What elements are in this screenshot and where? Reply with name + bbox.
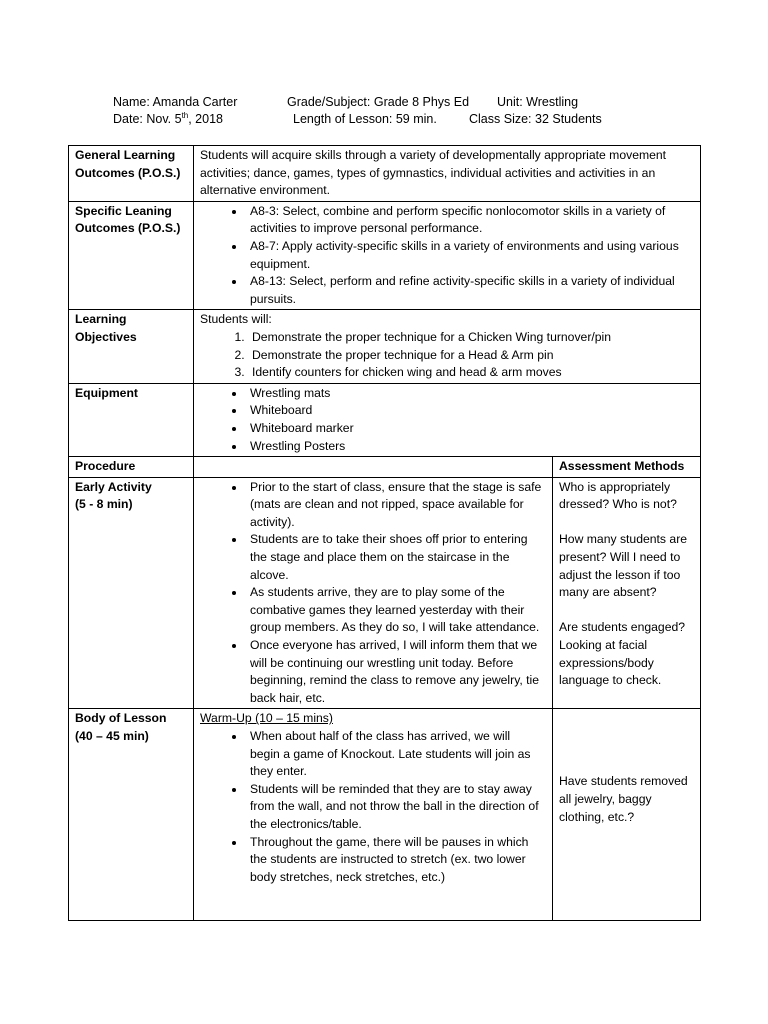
unit: Unit: Wrestling [497, 95, 579, 109]
list-item: • A8-7: Apply activity-specific skills in a variety of environments and using various equipment. [246, 238, 695, 273]
specific-outcomes-label: Specific Leaning Outcomes (P.O.S.) [69, 201, 194, 310]
early-activity-cell [194, 477, 553, 709]
early-activity-title: Early Activity [75, 479, 152, 494]
teacher-name: Name: Amanda Carter [113, 95, 238, 109]
assessment-question: How many students are present? Will I need to adjust the lesson if too many are absent? [559, 532, 688, 600]
specific-outcomes-list [200, 203, 695, 309]
list-item: 3. Identify counters for chicken wing and head & arm moves [248, 364, 695, 382]
body-of-lesson-assessment [553, 709, 701, 921]
general-outcomes-label: General Learning Outcomes (P.O.S.) [69, 146, 194, 202]
list-item: 2. Demonstrate the proper technique for a Head & Arm pin [248, 347, 695, 365]
body-of-lesson-cell [194, 709, 553, 921]
objectives-cell [194, 310, 701, 383]
class-size: Class Size: 32 Students [469, 112, 602, 126]
list-item: • As students arrive, they are to play some of the combative games they learned yesterday with their group members. As they do so, I will take attendance. [246, 584, 547, 637]
general-outcomes-text: Students will acquire skills through a variety of developmentally appropriate movement activities; dance, games, types of gymnastics, individual activities and activities in an alternative environment. [194, 146, 701, 202]
list-item: • Prior to the start of class, ensure that the stage is safe (mats are clean and not ripped, space available for activity). [246, 479, 547, 532]
list-item: • Wrestling mats [246, 385, 695, 403]
early-activity-time: (5 - 8 min) [75, 497, 133, 512]
assessment-question: Have students removed all jewelry, baggy clothing, etc.? [559, 774, 688, 824]
procedure-blank [194, 457, 553, 478]
early-activity-list [200, 479, 547, 708]
list-item: • A8-3: Select, combine and perform specific nonlocomotor skills in a variety of activities to improve personal performance. [246, 203, 695, 238]
list-item: 1. Demonstrate the proper technique for a Chicken Wing turnover/pin [248, 329, 695, 347]
early-activity-assessment [553, 477, 701, 709]
lesson-date [113, 111, 223, 127]
procedure-label: Procedure [69, 457, 194, 478]
list-item: • Wrestling Posters [246, 438, 695, 456]
grade-subject: Grade/Subject: Grade 8 Phys Ed [287, 95, 470, 109]
specific-outcomes-cell [194, 201, 701, 310]
body-of-lesson-label [69, 709, 194, 921]
general-outcomes-row [69, 146, 701, 202]
objectives-list [200, 329, 695, 382]
early-activity-label [69, 477, 194, 709]
assessment-question: Are students engaged? Looking at facial expressions/body language to check. [559, 620, 686, 688]
list-item: • A8-13: Select, perform and refine activity-specific skills in a variety of individual pursuits. [246, 273, 695, 308]
warm-up-heading: Warm-Up (10 – 15 mins) [200, 711, 333, 726]
list-item: • Whiteboard marker [246, 420, 695, 438]
body-of-lesson-time: (40 – 45 min) [75, 729, 149, 743]
date-ordinal: th [181, 110, 189, 120]
date-suffix: , 2018 [188, 112, 223, 126]
warm-up-list [200, 728, 547, 886]
objectives-label: Learning Objectives [69, 310, 194, 383]
list-item: • Once everyone has arrived, I will inform them that we will be continuing our wrestling unit today. Before beginning, remind the class to remove any jewelry, tie back hair, etc. [246, 637, 547, 707]
objectives-row [69, 310, 701, 383]
list-item: • Whiteboard [246, 402, 695, 420]
list-item: • Students are to take their shoes off prior to entering the stage and place them on the staircase in the alcove. [246, 531, 547, 584]
assessment-methods-label: Assessment Methods [553, 457, 701, 478]
equipment-label: Equipment [69, 383, 194, 456]
equipment-cell [194, 383, 701, 456]
equipment-row [69, 383, 701, 456]
objectives-intro: Students will: [200, 312, 272, 327]
assessment-question: Who is appropriately dressed? Who is not? [559, 479, 677, 512]
equipment-list [200, 385, 695, 455]
procedure-header-row [69, 457, 701, 478]
lesson-length: Length of Lesson: 59 min. [293, 112, 437, 126]
body-of-lesson-title: Body of Lesson [75, 711, 167, 726]
body-of-lesson-row [69, 709, 701, 921]
lesson-plan-table [68, 145, 701, 921]
specific-outcomes-row [69, 201, 701, 310]
list-item: • Students will be reminded that they are to stay away from the wall, and not throw the ball in the direction of the electronics/table. [246, 781, 547, 834]
date-prefix: Date: Nov. 5 [113, 112, 182, 126]
list-item: • Throughout the game, there will be pauses in which the students are instructed to stretch (ex. two lower body stretches, neck stretches, etc.) [246, 834, 547, 887]
list-item: • When about half of the class has arrived, we will begin a game of Knockout. Late students will join as they enter. [246, 728, 547, 781]
early-activity-row [69, 477, 701, 709]
